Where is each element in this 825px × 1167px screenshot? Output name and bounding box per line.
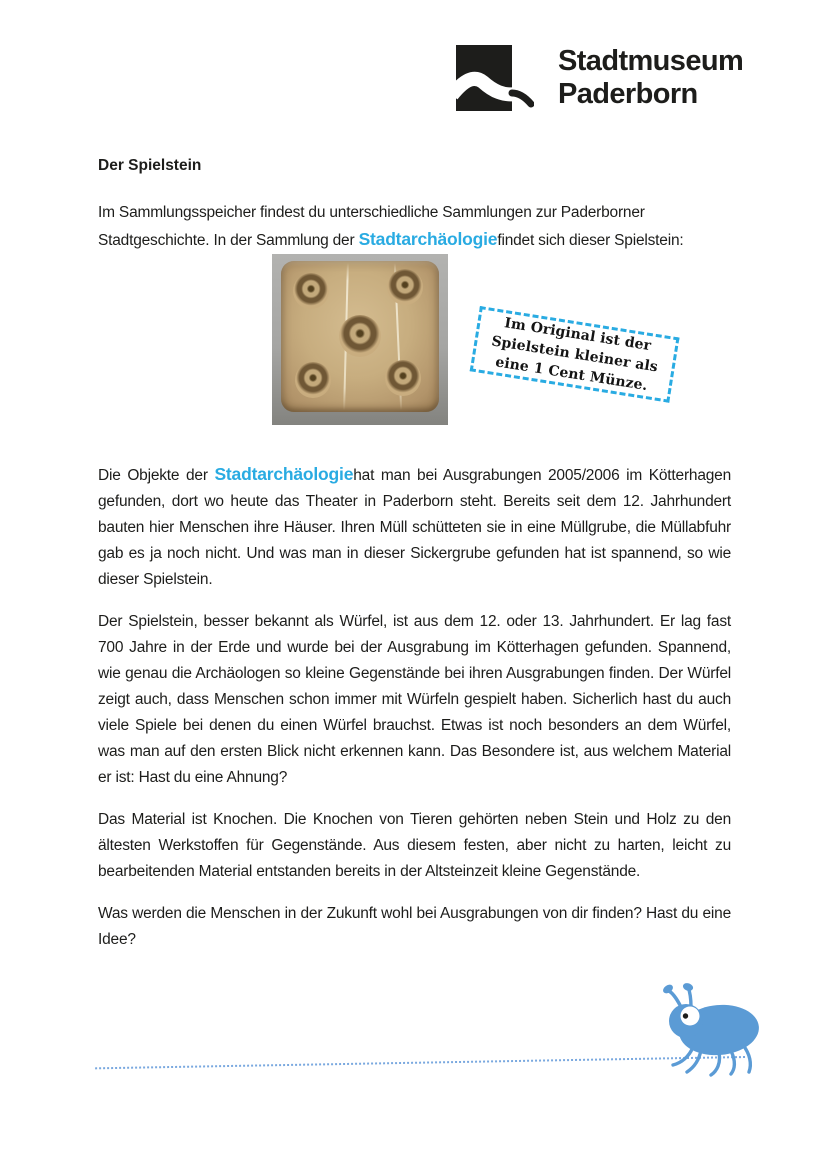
logo-line-1: Stadtmuseum (558, 45, 744, 77)
dotted-divider-line (95, 1056, 745, 1069)
size-comparison-note-text: Im Original ist der Spielstein kleiner als eine 1 Cent Münze. (490, 315, 659, 395)
wuerfel-paragraph: Der Spielstein, besser bekannt als Würfel, ist aus dem 12. oder 13. Jahrhundert. Er lag fast 700 Jahre in der Erde und wurde bei der Ausgrabung im Kötterhagen gefunden. Spannend, wie genau die Archäologen so kleine Gegenstände bei ihren Ausgrabungen finden. Der Würfel zeigt auch, dass Menschen schon immer mit Würfeln gespielt haben. Sicherlich hast du auch viele Spiele bei denen du einen Würfel brauchst. Etwas ist noch besonders an dem Würfel, was man auf den ersten Blick nicht erkennen kann. Das Besondere ist, aus welchem Material er ist: Hast du eine Ahnung? (98, 613, 731, 786)
die-pip (385, 360, 421, 396)
stadtarchaeologie-highlight-1: Stadtarchäologie (358, 229, 498, 249)
spielstein-photo (272, 254, 448, 425)
die-pip (293, 273, 329, 309)
stadtmuseum-logo (456, 44, 743, 112)
intro-text-before: Im Sammlungsspeicher findest du unterschiedliche Sammlungen zur Paderborner Stadtgeschichte. In der Sammlung der (98, 204, 645, 249)
question-paragraph: Was werden die Menschen in der Zukunft wohl bei Ausgrabungen von dir finden? Hast du eine Idee? (98, 905, 731, 948)
page-title: Der Spielstein (98, 157, 202, 174)
material-paragraph: Das Material ist Knochen. Die Knochen von Tieren gehörten neben Stein und Holz zu den ältesten Werkstoffen für Gegenstände. Aus diesem festen, aber nicht zu harten, leicht zu bearbeitenden Material entstanden bereits in der Altsteinzeit kleine Gegenstände. (98, 811, 731, 880)
excavation-text-after: hat man bei Ausgrabungen 2005/2006 im Kötterhagen gefunden, dort wo heute das Theater in Paderborn steht. Bereits seit dem 12. Jahrhundert bauten hier Menschen ihre Häuser. Ihren Müll schütteten sie in eine Müllgrube, die Müllabfuhr gab es ja noch nicht. Und was man in dieser Sickergrube gefunden hat ist spannend, so wie dieser Spielstein. (98, 467, 732, 588)
document-body (98, 156, 731, 969)
bone-die-image (281, 261, 439, 412)
excavation-paragraph (98, 461, 731, 593)
die-pip (387, 269, 423, 305)
size-comparison-note (470, 306, 680, 403)
intro-text-after: findet sich dieser Spielstein: (497, 232, 684, 249)
excavation-text-before: Die Objekte der (98, 467, 215, 484)
figure-row (98, 254, 731, 461)
die-pip (295, 362, 331, 398)
intro-paragraph (98, 200, 731, 254)
die-pip (339, 315, 381, 357)
logo-line-2: Paderborn (558, 78, 698, 110)
logo-wordmark (558, 44, 743, 111)
stadtarchaeologie-highlight-2: Stadtarchäologie (214, 464, 354, 484)
blue-bug-mascot-icon (661, 983, 761, 1082)
stadtmuseum-wave-logo-icon (456, 44, 534, 112)
